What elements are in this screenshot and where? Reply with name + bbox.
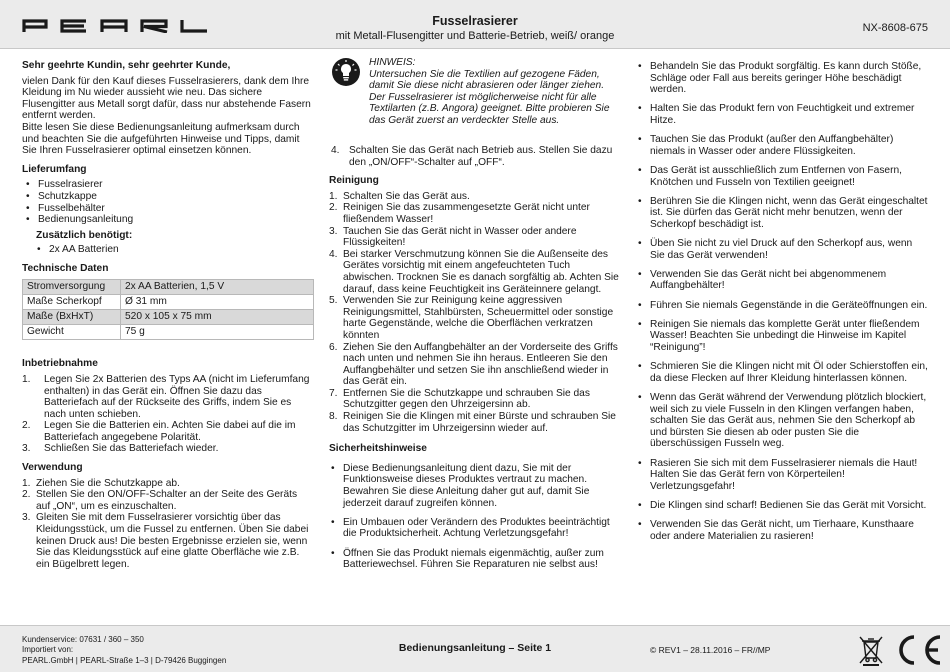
list-item: • 2x AA Batterien <box>49 244 314 256</box>
page-label: Bedienungsanleitung – Seite 1 <box>398 642 552 654</box>
list-item <box>22 478 314 490</box>
list-item: • Tauchen Sie das Produkt (außer den Auffangbehälter) niemals in Wasser oder andere Flüssigkeiten. <box>650 134 928 157</box>
customer-service: Kundenservice: 07631 / 360 – 350 <box>22 635 144 644</box>
table-cell: Stromversorgung <box>23 279 121 294</box>
column-2 <box>329 57 621 578</box>
list-item: • Fusselbehälter <box>38 203 314 215</box>
list-item <box>329 202 621 225</box>
usage-step-4 <box>329 145 621 168</box>
step-number: 3. <box>329 225 338 237</box>
table-cell: 2x AA Batterien, 1,5 V <box>121 279 314 294</box>
hint-text: Untersuchen Sie die Textilien auf gezogene Fäden, damit Sie diese nicht abrasieren oder länger ziehen. Der Fusselrasierer ist möglicherweise nicht für alle Textilarten (z.B. Angora) geeignet. Bitte probieren Sie das Gerät zuerst an verdeckter Stelle aus. <box>369 68 610 126</box>
page-header <box>0 0 950 49</box>
importer-label: Importiert von: <box>22 645 74 655</box>
step-number: 3. <box>22 512 31 524</box>
usage-heading: Verwendung <box>22 462 83 474</box>
table-cell: Maße Scherkopf <box>23 294 121 309</box>
column-3 <box>636 61 928 550</box>
step-text: Legen Sie 2x Batterien des Typs AA (nicht im Lieferumfang enthalten) in das Gerät ein. Öffnen Sie dazu das Batteriefach auf der Rückseite des Griffs, indem Sie es nach unten schieben. <box>44 373 310 420</box>
list-item: • Üben Sie nicht zu viel Druck auf den Scherkopf aus, wenn Sie das Gerät verwenden! <box>650 238 928 261</box>
footer-icons <box>858 634 944 666</box>
step-text: Legen Sie die Batterien ein. Achten Sie dabei auf die im Batteriefach angegebene Polarität. <box>44 420 296 443</box>
step-text: Gleiten Sie mit dem Fusselrasierer vorsichtig über das Kleidungsstück, um die Fussel zu entfernen. Üben Sie dabei keinen Druck aus! Die besten Ergebnisse erzielen sie, wenn Sie das Kleidungsstück auf eine glatte Oberfläche wie z.B. ein Bügelbrett legen. <box>36 512 309 570</box>
table-row <box>23 325 314 340</box>
list-item: • Diese Bedienungsanleitung dient dazu, Sie mit der Funktionsweise dieses Produktes vertraut zu machen. Bewahren Sie diese Anleitung daher gut auf, damit Sie jederzeit darauf zugreifen können. <box>343 463 621 509</box>
step-text: Schalten Sie das Gerät nach Betrieb aus. Stellen Sie dazu den „ON/OFF“-Schalter auf „OFF“. <box>349 145 613 168</box>
step-number: 7. <box>329 387 338 399</box>
page-subtitle: mit Metall-Flusengitter und Batterie-Betrieb, weiß/ orange <box>335 30 615 42</box>
table-row <box>23 279 314 294</box>
step-number: 5. <box>329 295 338 307</box>
list-item: • Rasieren Sie sich mit dem Fusselrasierer niemals die Haut! Halten Sie das Gerät fern von Körperteilen! Verletzungsgefahr! <box>650 458 928 493</box>
tech-data-table <box>22 279 314 341</box>
list-item <box>22 489 314 512</box>
scope-heading: Lieferumfang <box>22 163 87 175</box>
greeting: Sehr geehrte Kundin, sehr geehrter Kunde, <box>22 60 231 71</box>
list-item: • Behandeln Sie das Produkt sorgfältig. Es kann durch Stöße, Schläge oder Fall aus bereits geringer Höhe beschädigt werden. <box>650 61 928 96</box>
step-number: 3. <box>22 443 31 455</box>
list-item <box>22 420 314 443</box>
list-item: • Fusselrasierer <box>38 179 314 191</box>
list-item <box>329 295 621 341</box>
tech-heading: Technische Daten <box>22 262 109 274</box>
intro-paragraph-1: vielen Dank für den Kauf dieses Fusselrasierers, dank dem Ihre Kleidung im Nu wieder aussieht wie neu. Das sichere Flusengitter aus Metall sorgt dafür, dass nur abstehende Fasern entfernt werden. <box>22 75 311 122</box>
extra-list <box>22 244 314 256</box>
step-number: 1. <box>329 190 338 202</box>
setup-heading: Inbetriebnahme <box>22 358 98 370</box>
list-item: • Bedienungsanleitung <box>38 214 314 226</box>
list-item <box>329 411 621 434</box>
intro-paragraph-2: Bitte lesen Sie diese Bedienungsanleitung aufmerksam durch und beachten Sie die aufgeführten Hinweise und Tipps, damit Sie Ihren Fusselrasierer optimal einsetzen können. <box>22 121 300 157</box>
table-cell: Ø 31 mm <box>121 294 314 309</box>
setup-steps <box>22 374 314 455</box>
lightbulb-hint-icon <box>331 57 361 87</box>
ce-mark-icon <box>892 634 944 666</box>
list-item: • Wenn das Gerät während der Verwendung plötzlich blockiert, weil sich zu viele Fusseln in den Klingen verfangen haben, schalten Sie das Gerät aus, nehmen Sie den Scherkopf ab und bürsten Sie diesen ab oder pusten Sie die überschüssigen Fusseln weg. <box>650 392 928 450</box>
table-row <box>23 294 314 309</box>
step-text: Reinigen Sie das zusammengesetzte Gerät nicht unter fließendem Wasser! <box>343 202 590 225</box>
importer-address: PEARL.GmbH | PEARL-Straße 1–3 | D-79426 Buggingen <box>22 655 227 665</box>
step-number: 2. <box>22 489 31 501</box>
step-number: 2. <box>329 202 338 214</box>
step-text: Stellen Sie den ON/OFF-Schalter an der Seite des Geräts auf „ON“, um es einzuschalten. <box>36 489 298 512</box>
page-title: Fusselrasierer <box>432 14 518 28</box>
list-item <box>329 388 621 411</box>
cleaning-steps <box>329 191 621 434</box>
list-item: • Das Gerät ist ausschließlich zum Entfernen von Fasern, Knötchen und Fusseln von Textilien geeignet! <box>650 165 928 188</box>
step-text: Entfernen Sie die Schutzkappe und schrauben Sie das Schutzgitter gegen den Uhrzeigersinn ab. <box>343 387 590 411</box>
list-item: • Berühren Sie die Klingen nicht, wenn das Gerät eingeschaltet ist. Sie dürfen das Gerät nicht mehr benutzen, wenn der Scherkopf beschädigt ist. <box>650 196 928 231</box>
list-item: • Reinigen Sie niemals das komplette Gerät unter fließendem Wasser! Beachten Sie unbedingt die Hinweise im Kapitel “Reinigung”! <box>650 319 928 354</box>
list-item <box>22 443 314 455</box>
hint-box <box>329 57 621 137</box>
list-item <box>22 374 314 420</box>
list-item <box>329 226 621 249</box>
table-cell: Maße (BxHxT) <box>23 309 121 324</box>
step-number: 1. <box>22 477 31 489</box>
step-text: Verwenden Sie zur Reinigung keine aggressiven Reinigungsmittel, Stahlbürsten, Scheuermittel oder sonstige harte Gegenstände, welche die Oberflächen verkratzen könnten <box>343 295 614 341</box>
scope-list <box>22 179 314 225</box>
list-item <box>22 512 314 570</box>
hint-title: HINWEIS: <box>369 57 416 68</box>
table-cell: Gewicht <box>23 325 121 340</box>
list-item: • Die Klingen sind scharf! Bedienen Sie das Gerät mit Vorsicht. <box>650 500 928 512</box>
step-text: Ziehen Sie die Schutzkappe ab. <box>36 477 180 489</box>
safety-list <box>329 463 621 571</box>
list-item <box>331 145 621 168</box>
table-row <box>23 309 314 324</box>
list-item: • Verwenden Sie das Gerät nicht, um Tierhaare, Kunsthaare oder andere Materialien zu rasieren! <box>650 519 928 542</box>
step-text: Schalten Sie das Gerät aus. <box>343 190 470 202</box>
list-item: • Verwenden Sie das Gerät nicht bei abgenommenem Auffangbehälter! <box>650 269 928 292</box>
step-text: Schließen Sie das Batteriefach wieder. <box>44 443 219 455</box>
step-text: Bei starker Verschmutzung können Sie die Außenseite des Gerätes vorsichtig mit einem angefeuchteten Tuch abwischen. Trocknen Sie es danach sorgfältig ab. Achten Sie darauf, dass keine Feuchtigkeit ins Geräteinnere gelangt. <box>343 248 619 295</box>
list-item <box>329 191 621 203</box>
list-item <box>329 249 621 295</box>
table-cell: 75 g <box>121 325 314 340</box>
step-number: 4. <box>329 248 338 260</box>
cleaning-heading: Reinigung <box>329 175 379 187</box>
table-cell: 520 x 105 x 75 mm <box>121 309 314 324</box>
list-item: • Öffnen Sie das Produkt niemals eigenmächtig, außer zum Batteriewechsel. Führen Sie Reparaturen nie selbst aus! <box>343 548 621 571</box>
list-item: • Schmieren Sie die Klingen nicht mit Öl oder Schierstoffen ein, da diese Flecken auf Ihrer Kleidung hinterlassen können. <box>650 361 928 384</box>
step-number: 1. <box>22 373 31 385</box>
document-number: NX-8608-675 <box>862 22 928 34</box>
safety-heading: Sicherheitshinweise <box>329 443 427 455</box>
list-item: • Halten Sie das Produkt fern von Feuchtigkeit und extremer Hitze. <box>650 103 928 126</box>
step-text: Ziehen Sie den Auffangbehälter an der Vorderseite des Griffs nach unten und nehmen Sie ihn heraus. Entleeren Sie den Auffangbehälter und setzen Sie ihn anschließend wieder in das Gerät ein. <box>343 341 618 388</box>
list-item: • Schutzkappe <box>38 191 314 203</box>
safety-list-continued <box>636 61 928 542</box>
step-number: 6. <box>329 341 338 353</box>
step-number: 2. <box>22 420 31 432</box>
list-item: • Führen Sie niemals Gegenstände in die Geräteöffnungen ein. <box>650 300 928 312</box>
page-footer <box>0 625 950 672</box>
step-number: 4. <box>331 145 340 156</box>
weee-bin-icon <box>858 634 884 666</box>
revision-info: © REV1 – 28.11.2016 – FR//MP <box>650 645 771 655</box>
usage-steps <box>22 478 314 571</box>
step-text: Tauchen Sie das Gerät nicht in Wasser oder andere Flüssigkeiten! <box>343 225 577 249</box>
column-1 <box>22 57 314 570</box>
list-item: • Ein Umbauen oder Verändern des Produktes beeinträchtigt die Produktsicherheit. Achtung Verletzungsgefahr! <box>343 517 621 540</box>
step-number: 8. <box>329 411 338 423</box>
step-text: Reinigen Sie die Klingen mit einer Bürste und schrauben Sie das Schutzgitter im Uhrzeigersinn wieder auf. <box>343 411 616 434</box>
list-item <box>329 342 621 388</box>
extra-heading: Zusätzlich benötigt: <box>36 229 133 241</box>
